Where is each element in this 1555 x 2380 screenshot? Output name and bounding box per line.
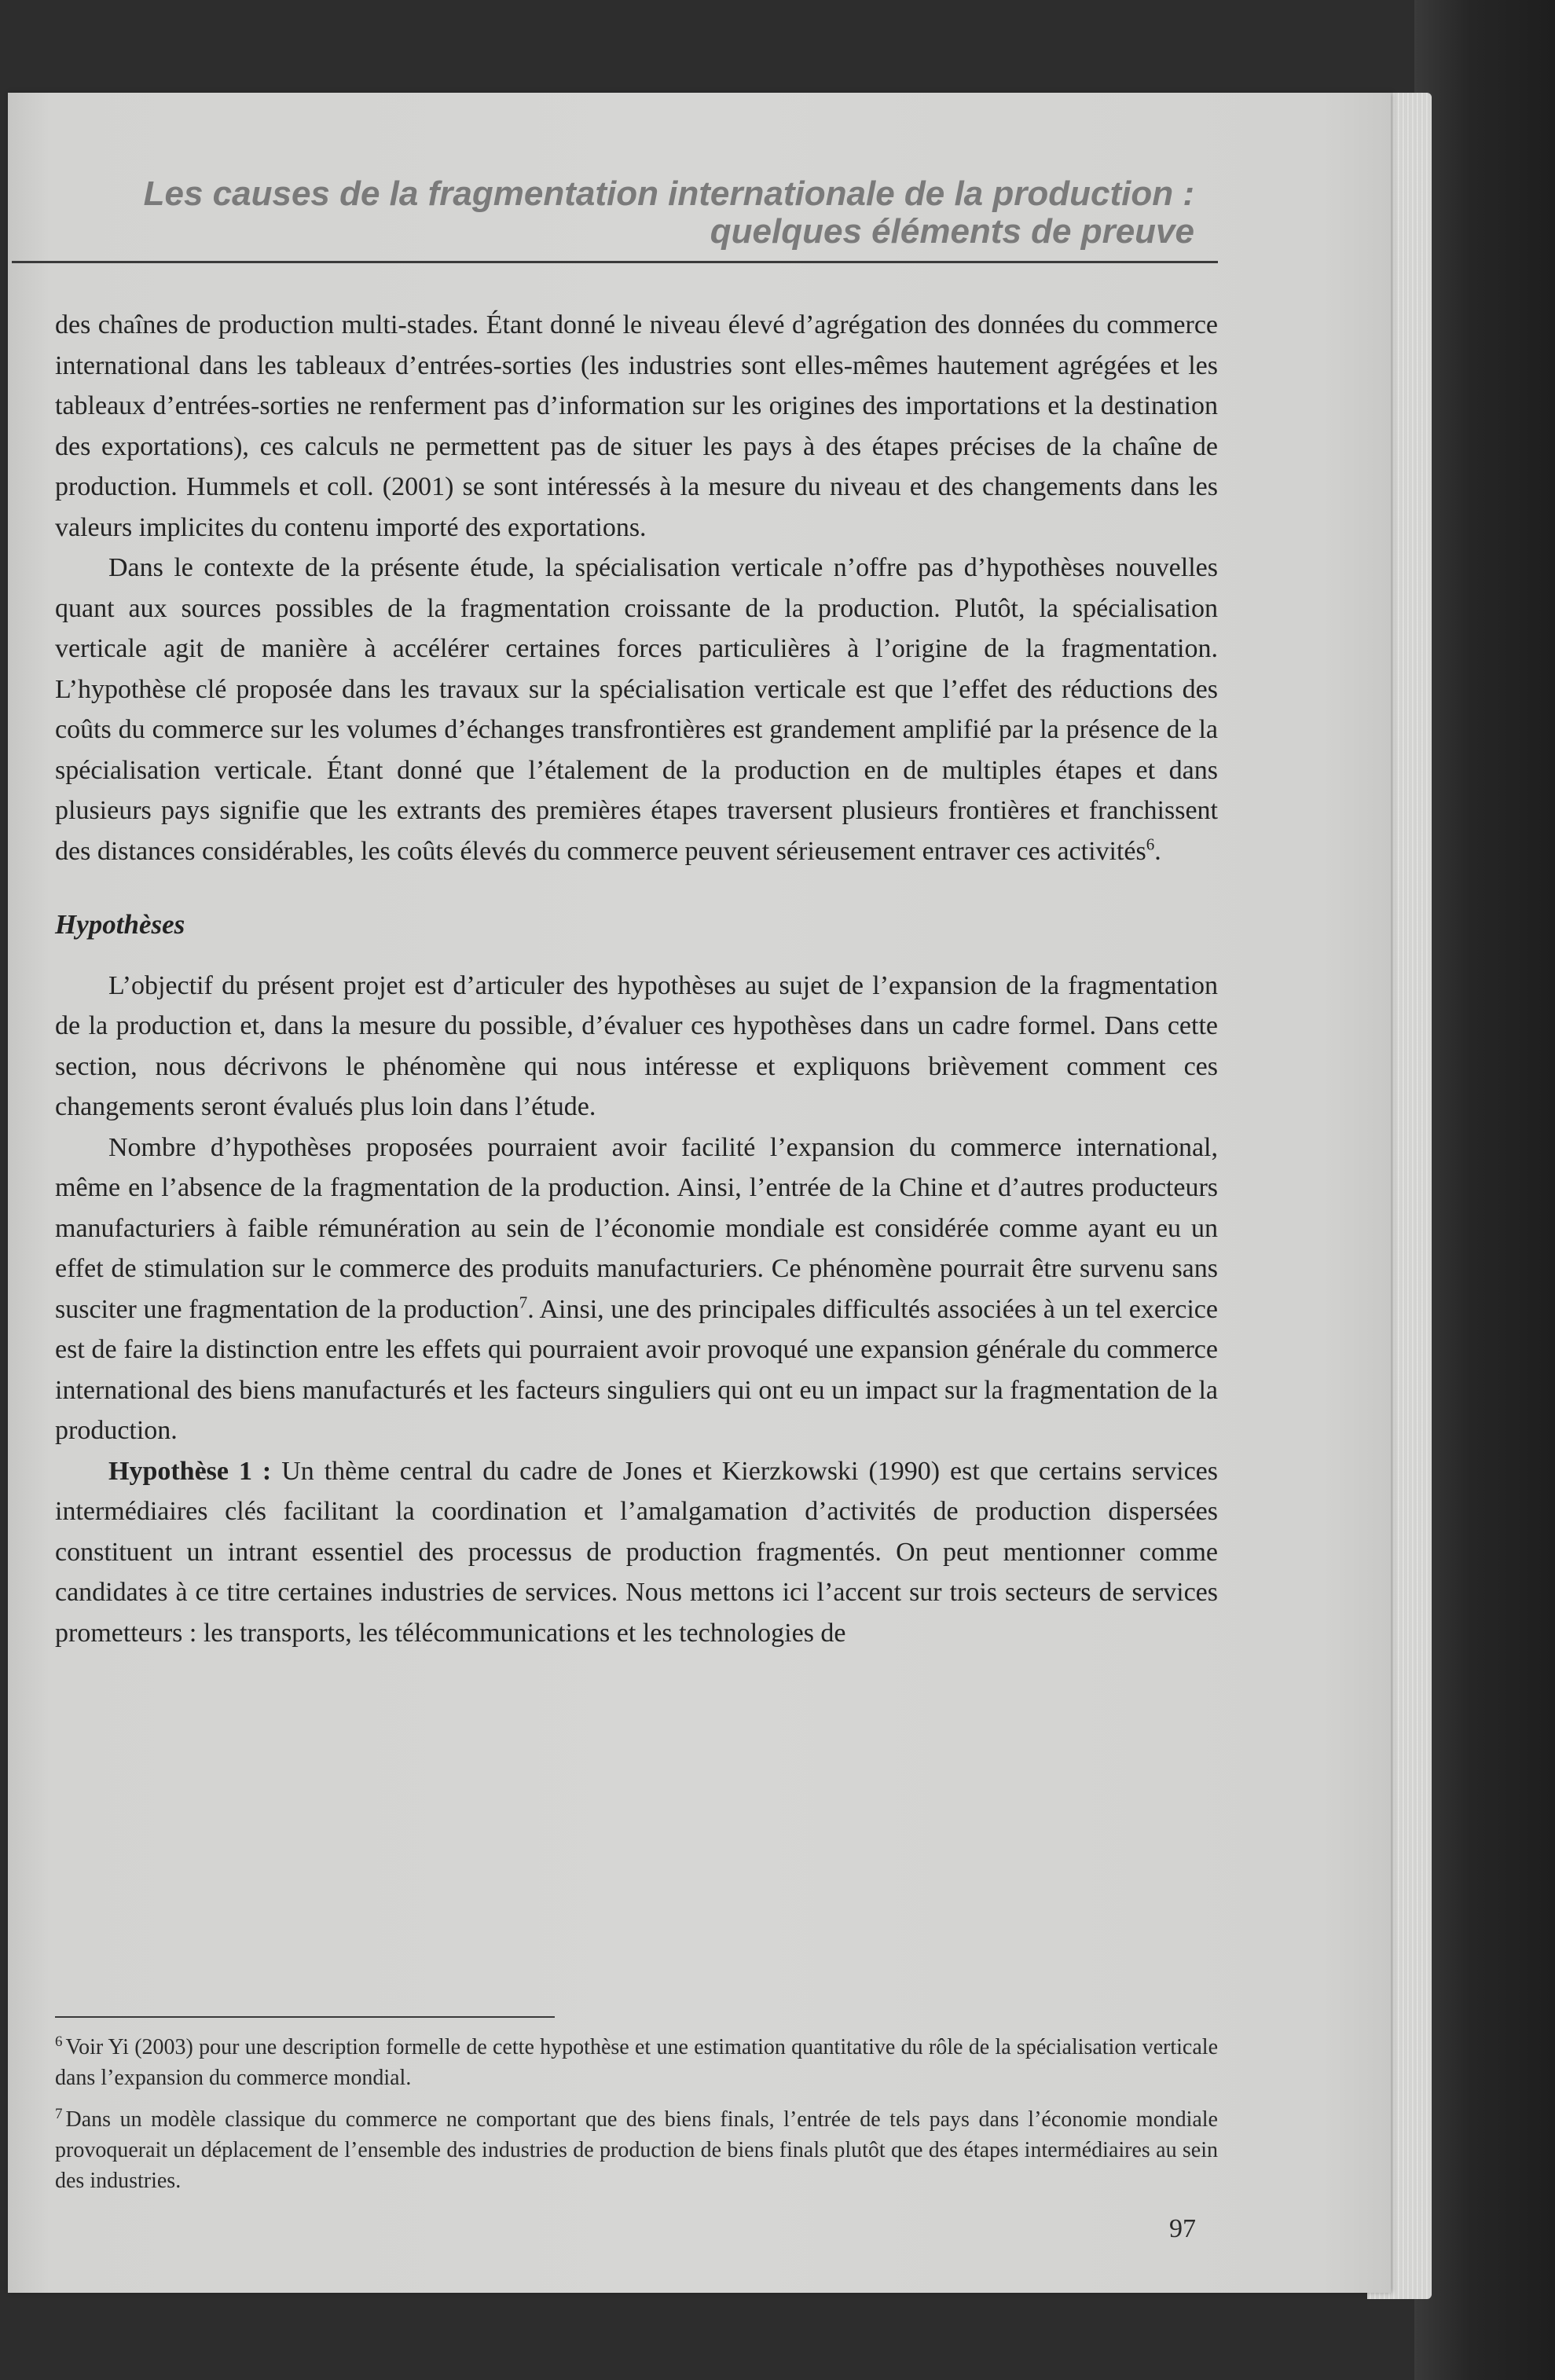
footnote-ref-7[interactable]: 7 <box>519 1293 528 1312</box>
running-head-line-2: quelques éléments de preuve <box>710 212 1194 251</box>
footnote-7-text: Dans un modèle classique du commerce ne comportant que des biens finals, l’entrée de tels pays dans l’économie mondiale provoquerait un déplacement de l’ensemble des industries de production de biens finals plutôt que des étapes intermédiaires au sein des industries. <box>55 2107 1218 2193</box>
paragraph-5 <box>55 1451 1218 1654</box>
body-text <box>55 305 1218 1653</box>
footnote-7-number: 7 <box>55 2105 63 2122</box>
paragraph-4-text-b: . Ainsi, une des principales difficultés associées à un tel exercice est de faire la distinction entre les effets qui pourraient avoir provoqué une expansion générale du commerce international des biens manufacturés et les facteurs singuliers qui ont eu un impact sur la fragmentation de la production. <box>55 1294 1218 1445</box>
page-number: 97 <box>1169 2214 1196 2243</box>
footnote-6-text: Voir Yi (2003) pour une description formelle de cette hypothèse et une estimation quantitative du rôle de la spécialisation verticale dans l’expansion du commerce mondial. <box>55 2035 1218 2090</box>
section-heading-hypotheses: Hypothèses <box>55 909 185 940</box>
footnote-6-number: 6 <box>55 2033 63 2050</box>
footnote-7 <box>55 2104 1218 2196</box>
running-head <box>47 175 1194 251</box>
paragraph-3: L’objectif du présent projet est d’articuler des hypothèses au sujet de l’expansion de la fragmentation de la production et, dans la mesure du possible, d’évaluer ces hypothèses dans un cadre formel. Dans cette section, nous décrivons le phénomène qui nous intéresse et expliquons brièvement comment ces changements seront évalués plus loin dans l’étude. <box>55 970 1218 1121</box>
running-head-line-1: Les causes de la fragmentation internationale de la production : <box>143 174 1194 213</box>
paragraph-1: des chaînes de production multi-stades. Étant donné le niveau élevé d’agrégation des données du commerce international dans les tableaux d’entrées-sorties (les industries sont elles-mêmes hautement agrégées et les tableaux d’entrées-sorties ne renferment pas d’information sur les origines des importations et la destination des exportations), ces calculs ne permettent pas de situer les pays à des étapes précises de la chaîne de production. Hummels et coll. (2001) se sont intéressés à la mesure du niveau et des changements dans les valeurs implicites du contenu importé des exportations. <box>55 310 1218 542</box>
paragraph-4 <box>55 1128 1218 1451</box>
header-rule <box>12 261 1218 263</box>
background-dark <box>1414 0 1555 2380</box>
footnote-rule <box>55 2016 555 2018</box>
paragraph-5-text: Un thème central du cadre de Jones et Kierzkowski (1990) est que certains services intermédiaires clés facilitant la coordination et l’amalgamation d’activités de production dispersées constituent un intrant essentiel des processus de production fragmentés. On peut mentionner comme candidates à ce titre certaines industries de services. Nous mettons ici l’accent sur trois secteurs de services prometteurs : les transports, les télécommunications et les technologies de <box>55 1456 1219 1648</box>
paragraph-2-end: . <box>1154 836 1161 866</box>
paragraph-2-text: Dans le contexte de la présente étude, la spécialisation verticale n’offre pas d’hypothèses nouvelles quant aux sources possibles de la fragmentation croissante de la production. Plutôt, la spécialisation verticale agit de manière à accélérer certaines forces particulières à l’origine de la fragmentation. L’hypothèse clé proposée dans les travaux sur la spécialisation verticale est que l’effet des réductions des coûts du commerce sur les volumes d’échanges transfrontières est grandement amplifié par la présence de la spécialisation verticale. Étant donné que l’étalement de la production en de multiples étapes et dans plusieurs pays signifie que les extrants des premières étapes traversent plusieurs frontières et franchissent des distances considérables, les coûts élevés du commerce peuvent sérieusement entraver ces activités <box>55 553 1218 866</box>
book-page <box>8 93 1391 2293</box>
paragraph-2 <box>55 548 1218 871</box>
footnote-ref-6[interactable]: 6 <box>1146 834 1155 854</box>
footnote-6 <box>55 2032 1218 2093</box>
footnotes <box>55 2032 1218 2207</box>
paragraph-4-text-a: Nombre d’hypothèses proposées pourraient avoir facilité l’expansion du commerce international, même en l’absence de la fragmentation de la production. Ainsi, l’entrée de la Chine et d’autres producteurs manufacturiers à faible rémunération au sein de l’économie mondiale est considérée comme ayant eu un effet de stimulation sur le commerce des produits manufacturiers. Ce phénomène pourrait être survenu sans susciter une fragmentation de la production <box>55 1132 1218 1324</box>
hypothesis-1-label: Hypothèse 1 : <box>108 1456 272 1486</box>
